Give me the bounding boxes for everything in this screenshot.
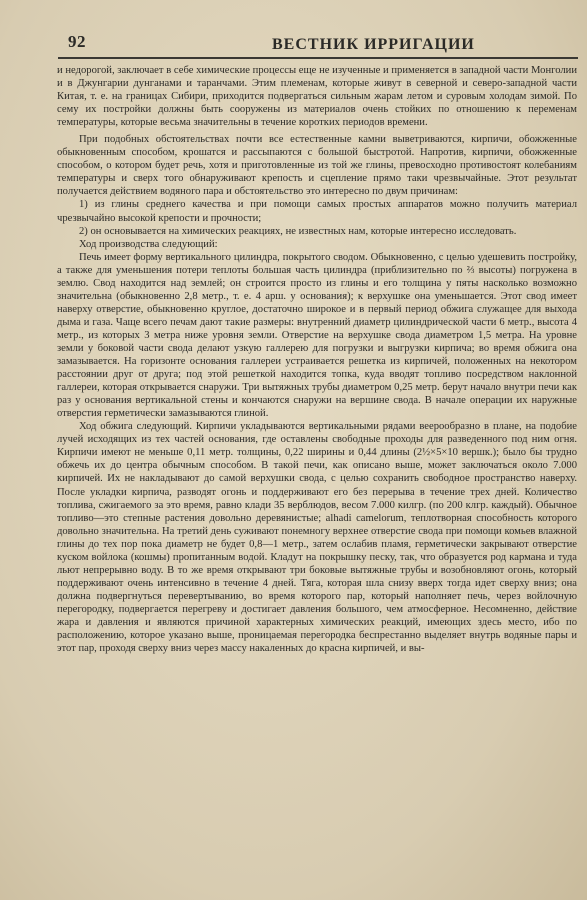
paragraph-reason-1: 1) из глины среднего качества и при помощи самых простых аппаратов можно получить материал чрезвычайно высокой крепости и прочности;: [57, 199, 577, 224]
header-divider: [58, 57, 578, 59]
page-header: [0, 0, 587, 58]
paragraph-reason-2: 2) он основывается на химических реакциях, не известных нам, которые интересно исследовать.: [79, 225, 517, 237]
paragraph-kiln-description: Печь имеет форму вертикального цилиндра, покрытого сводом. Обыкновенно, с целью удешевить постройку, а также для уменьшения потери теплоты большая часть цилиндра (приблизительно по ⅔ высоты) погружена в землю. Свод находится над землей; он строится просто из глины и его толщина у пяты насколько возможно значительна (обыкновенно 2,8 метр., т. е. 4 арш. у основания); к верхушке она уменьшается. Этот свод имеет наверху отверстие, обыкновенно круглое, достаточно широкое и в первый период обжига служащее для выхода дыма и газа. Чаще всего печам дают такие размеры: внутренний диаметр цилиндрической части 6 метр., высота 4 метр., из которых 3 метра ниже уровня земли. Отверстие на верхушке свода диаметром 1,5 метра. На уровне земли у боковой части свода делают узкую галлерею для погрузки и выгрузки кирпича; во время обжига она замазывается. На горизонте основания галлереи устраивается решетка из кирпичей, положенных на некотором расстоянии друг от друга; под этой решеткой находится топка, куда вводят топливо посредством наклонной галлереи, которая открывается снаружи. Три вытяжных трубы диаметром 0,25 метр. берут начало внутри печи как раз у основания вертикальной стены и кончаются снаружи на вершине свода. В начале операции их наружные отверстия герметически замазываются глиной.: [57, 251, 577, 420]
paragraph-firing-process: Ход обжига следующий. Кирпичи укладываются вертикальными рядами веерообразно в плане, на подобие лучей исходящих из тех частей основания, где оставлены свободные проходы для разведенного под ним огня. Кирпичи имеют не меньше 0,11 метр. толщины, 0,22 ширины и 0,44 длины (2½×5×10 вершк.); было бы трудно обжечь их до центра обычным способом. В такой печи, как описано выше, может заключаться около 7.000 кирпичей. Их не накладывают до самой верхушки свода, с целью сохранить свободное пространство наверху. После укладки кирпича, разводят огонь и поддерживают его без перерыва в течение трех дней. Количество топлива, сжигаемого за это время, равно клади 35 верблюдов, весом 7.000 килгр. (по 200 клгр. каждый). Обычное топливо—это степные растения довольно деревянистые; alhadi camelorum, теплотворная способность которого довольно значительна. На третий день суживают понемногу верхнее отверстие свода при помощи комьев влажной глины до тех пор пока диаметр не будет 0,8—1 метр., затем ослабив пламя, герметически закрывают отверстие куском войлока (кошмы) пропитанным водой. Кладут на покрышку песку, так, что образуется род кармана и туда льют непрерывно воду. В то же время открывают три боковые вытяжные трубы и возобновляют огонь, который поддерживают очень интенсивно в течение 4 дней. Тяга, которая шла снизу вверх тогда идет сверху вниз; она должна подвергнуться перевертыванию, во время которого пар, который наполняет печь, через войлочную перегородку, подвергается перегреву и достигает давления большого, чем атмосферное. Несомненно, действие жара и давления и являются причиной характерных химических реакций, имеющих здесь место, ибо по расположению, которое указано выше, проницаемая перегородка беспрестанно выделяет внутрь водяные пары и этот пар, проходя сверху вниз через массу накаленных до красна кирпичей, и вы-: [57, 421, 577, 655]
page-number: 92: [68, 32, 86, 51]
paragraph-intro-continuation: и недорогой, заключает в себе химические процессы еще не изученные и применяется в западной части Монголии и в Джунгарии дунганами и таранчами. Этим племенам, которые живут в северной и северо-западной части Китая, т. е. на границах Сибири, приходится подвергаться сильным жарам летом и суровым холодам зимой. По сему их постройки должны быть сооружены из материалов очень стойких по отношению к переменам температуры, которые весьма значительны в течение коротких периодов времени.: [57, 65, 577, 129]
body-text: [57, 64, 577, 655]
paragraph-process-heading: Ход производства следующий:: [79, 238, 218, 250]
journal-title: ВЕСТНИК ИРРИГАЦИИ: [272, 36, 475, 53]
paragraph-circumstances: При подобных обстоятельствах почти все естественные камни выветриваются, кирпичи, обожженные обыкновенным способом, крошатся и рассыпаются с большой быстротой. Напротив, кирпичи, обожженные способом, о котором будет речь, хотя и приготовленные из той же глины, превосходно противостоят колебаниям температуры и сверх того обнаруживают крепость и сцепление прямо таки чрезвычайные. Этот результат получается действием водяного пара и обстоятельство это интересно по двум причинам:: [57, 134, 577, 198]
